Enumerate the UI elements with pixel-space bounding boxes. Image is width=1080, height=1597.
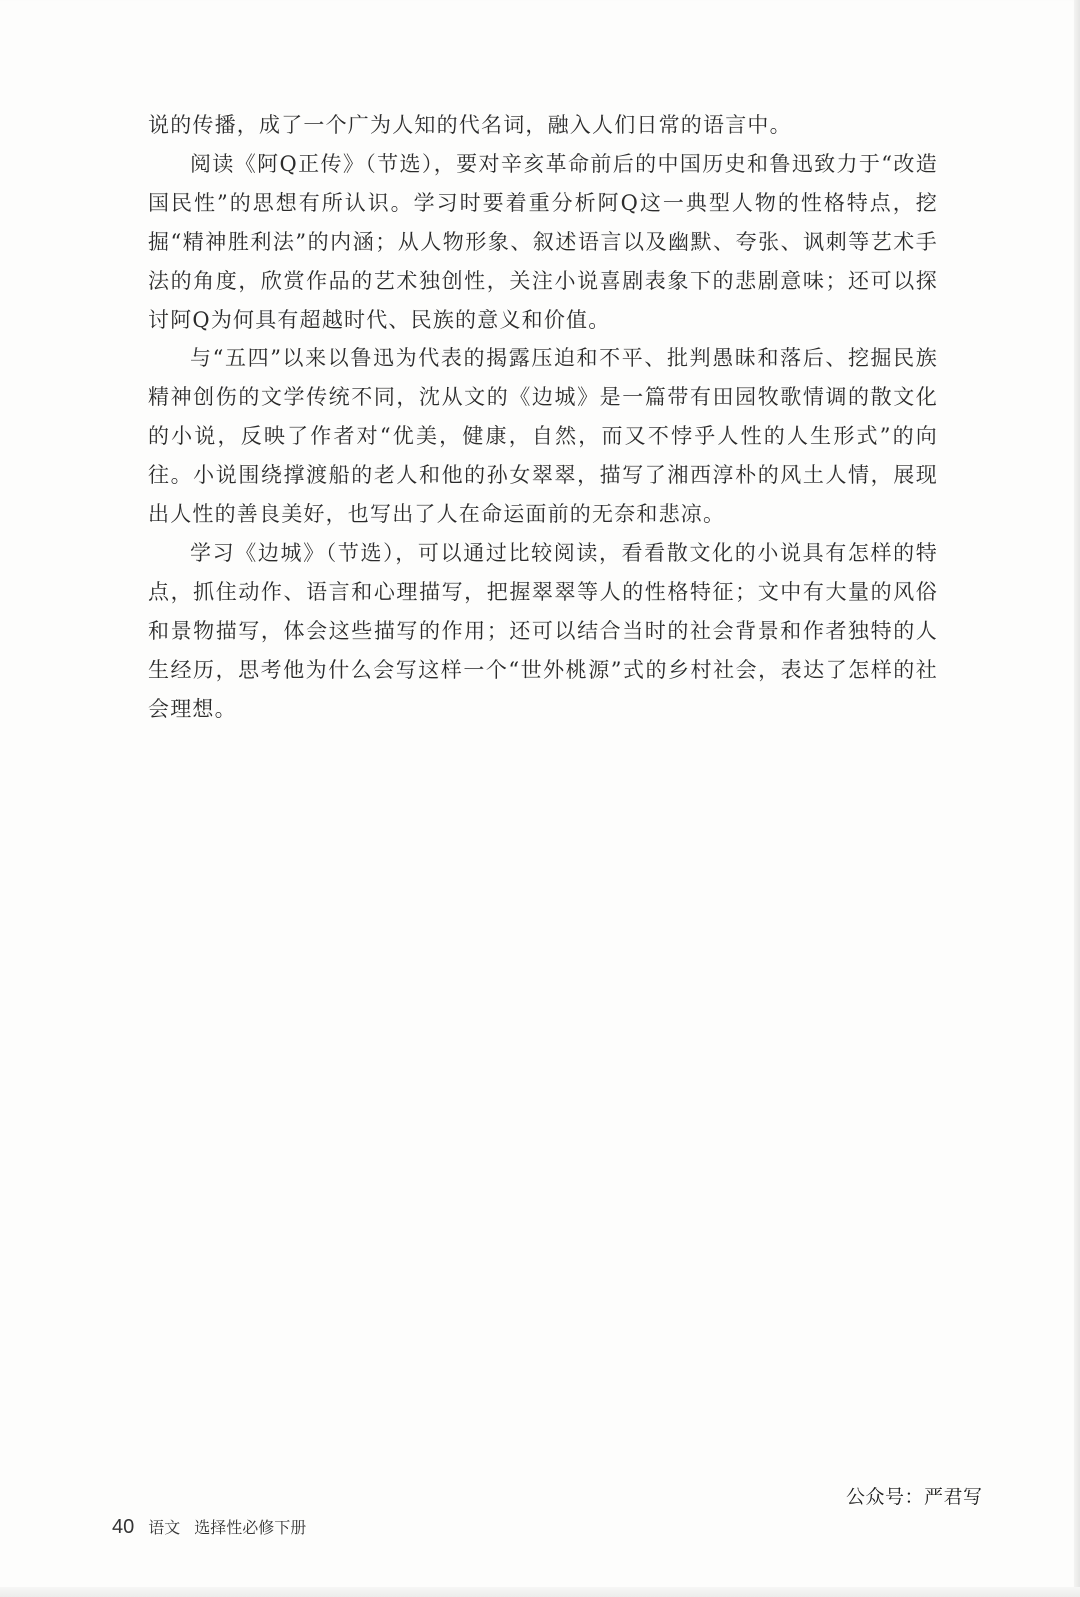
footer-subject: 语文	[148, 1518, 181, 1537]
paragraph-border-town-study: 学习《边城》（节选），可以通过比较阅读，看看散文化的小说具有怎样的特点，抓住动作、语言和心理描写，把握翠翠等人的性格特征；文中有大量的风俗和景物描写，体会这些描写的作用；还可以结合当时的社会背景和作者独特的人生经历，思考他为什么会写这样一个“世外桃源”式的乡村社会，表达了怎样的社会理想。	[148, 540, 938, 721]
footer-volume: 选择性必修下册	[194, 1518, 307, 1537]
page-number: 40	[112, 1516, 135, 1538]
watermark-text: 公众号：严君写	[846, 1486, 983, 1508]
page-bottom-edge	[0, 1587, 1080, 1597]
paragraph-ah-q: 阅读《阿Q正传》（节选），要对辛亥革命前后的中国历史和鲁迅致力于“改造国民性”的思想有所认识。学习时要着重分析阿Q这一典型人物的性格特点，挖掘“精神胜利法”的内涵；从人物形象、叙述语言以及幽默、夸张、讽刺等艺术手法的角度，欣赏作品的艺术独创性，关注小说喜剧表象下的悲剧意味；还可以探讨阿Q为何具有超越时代、民族的意义和价值。	[148, 151, 938, 332]
page-edge-shadow	[1074, 0, 1080, 1597]
body-text	[148, 106, 938, 729]
page-footer	[112, 1515, 306, 1539]
paragraph-border-town-intro: 与“五四”以来以鲁迅为代表的揭露压迫和不平、批判愚昧和落后、挖掘民族精神创伤的文学传统不同，沈从文的《边城》是一篇带有田园牧歌情调的散文化的小说，反映了作者对“优美，健康，自然，而又不悖乎人性的人生形式”的向往。小说围绕撑渡船的老人和他的孙女翠翠，描写了湘西淳朴的风土人情，展现出人性的善良美好，也写出了人在命运面前的无奈和悲凉。	[148, 346, 938, 527]
paragraph-continuation: 说的传播，成了一个广为人知的代名词，融入人们日常的语言中。	[148, 113, 792, 137]
